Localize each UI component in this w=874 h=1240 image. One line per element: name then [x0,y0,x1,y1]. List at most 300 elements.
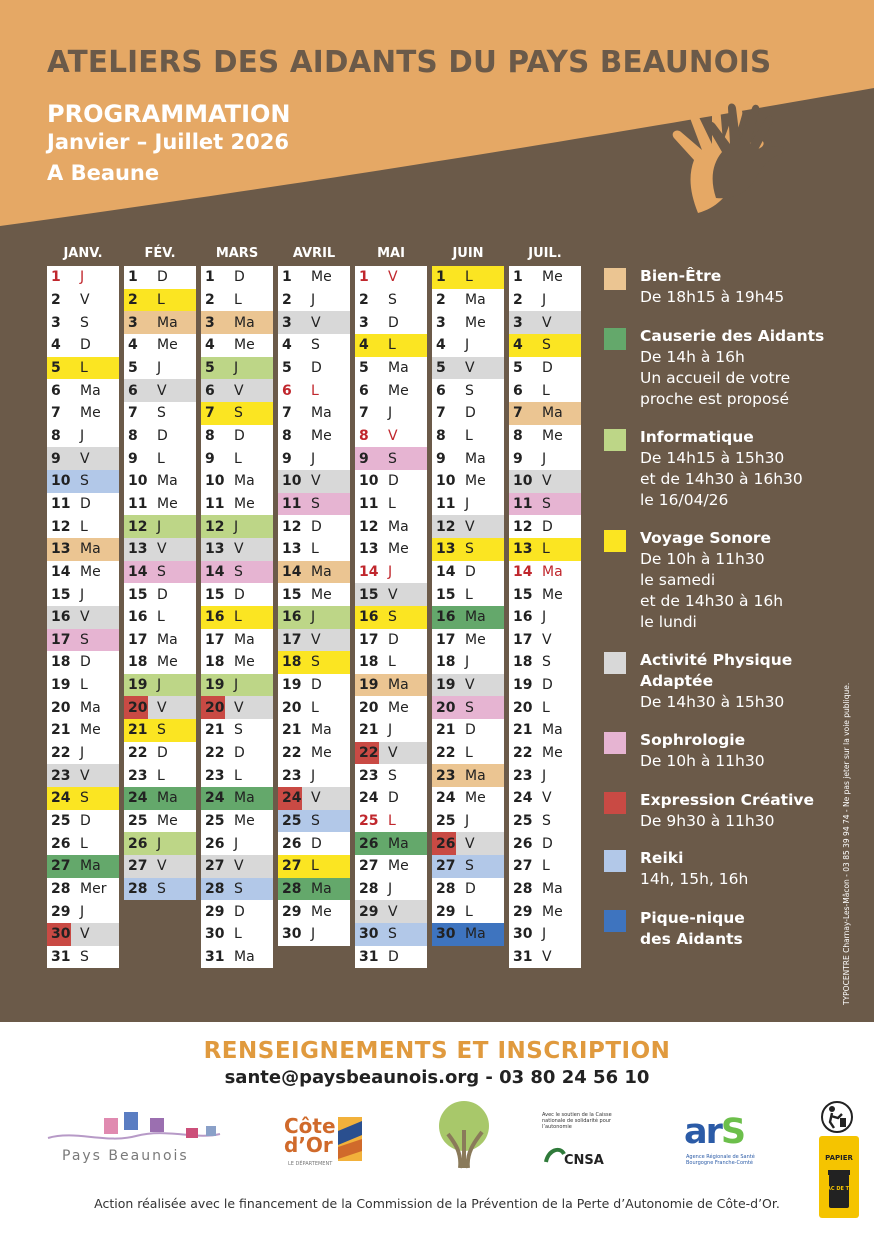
day-cell [509,855,581,878]
day-cell [278,764,350,787]
day-cell [201,810,273,833]
day-cell [355,493,427,516]
day-number: 4 [128,337,138,354]
day-cell [509,719,581,742]
day-number: 17 [436,631,456,648]
day-number: 20 [282,699,302,716]
day-cell [278,810,350,833]
day-number: 24 [359,790,379,807]
day-number: 24 [436,790,456,807]
day-cell [432,425,504,448]
legend-swatch [604,850,626,872]
day-number: 6 [205,382,215,399]
day-name: Me [311,586,332,603]
day-cell [509,696,581,719]
day-cell [201,696,273,719]
paper-label: PAPIER [825,1154,853,1162]
day-name: S [465,858,474,875]
day-number: 22 [282,745,302,762]
day-cell [432,538,504,561]
day-cell [278,447,350,470]
day-cell [509,311,581,334]
day-number: 8 [359,427,369,444]
day-name: V [234,541,244,558]
day-cell [47,493,119,516]
day-number: 12 [436,518,456,535]
day-cell [509,515,581,538]
legend-detail: De 14h15 à 15h30 [640,449,785,467]
day-number: 1 [359,269,369,286]
day-cell [509,629,581,652]
day-name: S [80,473,89,490]
day-number: 5 [282,359,292,376]
day-number: 2 [205,291,215,308]
legend-detail: 14h, 15h, 16h [640,870,749,888]
day-name: V [311,631,321,648]
email-link[interactable]: sante@paysbeaunois.org [224,1067,480,1088]
day-number: 21 [51,722,71,739]
day-number: 12 [513,518,533,535]
month-days [47,266,119,968]
day-name: Me [465,473,486,490]
day-name: J [157,677,162,694]
day-name: L [157,291,165,308]
day-number: 7 [436,405,446,422]
day-cell [278,561,350,584]
day-name: Me [388,382,409,399]
day-number: 14 [359,563,379,580]
day-number: 24 [513,790,533,807]
day-name: J [157,518,162,535]
day-number: 2 [128,291,138,308]
day-name: J [465,813,470,830]
ars-text: ar [684,1112,721,1152]
day-cell [124,696,196,719]
day-number: 13 [205,541,225,558]
day-number: 29 [282,903,302,920]
day-name: Me [234,495,255,512]
day-name: S [542,813,551,830]
program-label: PROGRAMMATION [47,100,291,128]
day-name: Me [542,269,563,286]
day-cell [124,289,196,312]
day-number: 29 [513,903,533,920]
day-cell [432,447,504,470]
day-name: L [465,745,473,762]
day-cell [355,946,427,969]
day-number: 24 [51,790,71,807]
day-name: S [80,631,89,648]
day-name: S [465,699,474,716]
day-number: 26 [205,835,225,852]
day-number: 13 [282,541,302,558]
day-cell [432,764,504,787]
day-cell [47,696,119,719]
day-name: Me [388,541,409,558]
day-cell [509,334,581,357]
day-cell [355,402,427,425]
day-name: V [388,269,398,286]
legend-detail: De 10h à 11h30 [640,752,765,770]
day-cell [201,832,273,855]
day-cell [355,923,427,946]
day-name: S [157,881,166,898]
day-number: 28 [205,881,225,898]
day-name: L [465,586,473,603]
day-name: V [465,677,475,694]
day-name: Ma [80,699,101,716]
day-name: Me [311,745,332,762]
day-number: 7 [513,405,523,422]
day-number: 31 [359,949,379,966]
month-header: MARS [215,246,259,261]
day-name: V [80,450,90,467]
month-days [278,266,350,946]
day-cell [432,696,504,719]
day-cell [509,742,581,765]
day-cell [278,855,350,878]
day-name: L [542,858,550,875]
tree-logo [436,1100,492,1170]
day-number: 2 [282,291,292,308]
day-number: 4 [51,337,61,354]
legend-detail: proche est proposé [640,390,790,408]
day-name: V [234,382,244,399]
day-number: 19 [205,677,225,694]
day-cell [47,923,119,946]
day-name: Ma [542,405,563,422]
day-number: 14 [128,563,148,580]
month-days [432,266,504,946]
day-number: 3 [359,314,369,331]
day-cell [355,561,427,584]
legend-title: Voyage Sonore [640,529,772,547]
day-number: 14 [513,563,533,580]
month-column [201,246,273,968]
day-name: D [234,586,245,603]
legend-swatch [604,792,626,814]
day-number: 11 [205,495,225,512]
day-name: V [302,787,350,810]
day-cell [278,787,350,810]
day-cell [509,878,581,901]
day-cell [47,289,119,312]
legend-detail: Un accueil de votre [640,369,791,387]
day-cell [278,878,350,901]
day-cell [509,923,581,946]
day-number: 28 [51,881,71,898]
day-cell [278,402,350,425]
day-number: 25 [128,813,148,830]
day-name: L [388,654,396,671]
day-number: 18 [436,654,456,671]
day-name: D [311,835,322,852]
day-name: J [388,722,393,739]
day-cell [355,515,427,538]
day-number: 21 [282,722,302,739]
day-name: Me [388,699,409,716]
day-number: 21 [128,722,148,739]
day-name: S [80,314,89,331]
day-number: 1 [513,269,523,286]
day-name: L [234,450,242,467]
day-cell [355,425,427,448]
day-cell [124,470,196,493]
day-name: Me [157,495,178,512]
legend-swatch [604,328,626,350]
day-cell [355,855,427,878]
day-name: L [157,609,165,626]
day-number: 8 [205,427,215,444]
printer-note: TYPOCENTRE Charnay-Les-Mâcon - 03 85 39 94 74 - Ne pas jeter sur la voie publique. [842,682,851,1005]
day-name: Ma [465,450,486,467]
day-name: J [157,835,162,852]
day-name: J [542,926,547,943]
day-cell [124,583,196,606]
day-number: 20 [436,699,456,716]
day-name: V [71,923,119,946]
day-number: 26 [282,835,302,852]
day-cell [509,810,581,833]
day-cell [355,787,427,810]
day-name: D [465,563,476,580]
day-cell [47,402,119,425]
day-number: 20 [201,696,225,719]
day-number: 10 [51,473,71,490]
day-name: D [542,518,553,535]
place-label: A Beaune [47,161,160,185]
day-number: 26 [128,835,148,852]
day-number: 4 [359,337,369,354]
month-header: MAI [377,246,405,261]
day-name: J [465,337,470,354]
day-cell [355,764,427,787]
day-number: 30 [436,926,456,943]
day-cell [124,379,196,402]
day-name: L [157,450,165,467]
day-cell [201,674,273,697]
day-name: Ma [234,473,255,490]
day-cell [201,900,273,923]
day-name: D [388,473,399,490]
legend-title: Sophrologie [640,731,746,749]
day-cell [201,402,273,425]
day-name: D [465,881,476,898]
day-cell [201,470,273,493]
day-cell [278,696,350,719]
day-name: L [311,382,319,399]
day-cell [278,289,350,312]
day-cell [432,651,504,674]
day-number: 1 [205,269,215,286]
day-number: 25 [436,813,456,830]
day-cell [509,561,581,584]
contact-line [0,1067,874,1088]
day-cell [47,515,119,538]
legend-detail: et de 14h30 à 16h30 [640,470,803,488]
day-name: D [234,903,245,920]
day-number: 11 [282,495,302,512]
day-cell [278,538,350,561]
day-name: S [311,495,320,512]
day-cell [201,787,273,810]
day-number: 20 [513,699,533,716]
day-name: L [80,359,88,376]
day-name: Ma [542,881,563,898]
day-cell [509,787,581,810]
day-name: D [80,654,91,671]
day-number: 27 [51,858,71,875]
day-name: Ma [542,563,563,580]
day-cell [47,787,119,810]
day-number: 18 [359,654,379,671]
day-name: L [311,858,319,875]
day-name: Ma [234,949,255,966]
day-cell [47,946,119,969]
day-cell [355,583,427,606]
day-cell [432,515,504,538]
day-name: J [311,450,316,467]
day-number: 6 [128,382,138,399]
legend-swatch [604,530,626,552]
legend-swatch [604,268,626,290]
day-cell [355,832,427,855]
legend-detail: le 16/04/26 [640,491,729,509]
day-name: J [465,495,470,512]
day-number: 12 [51,518,71,535]
day-cell [124,651,196,674]
day-cell [47,832,119,855]
day-cell [124,311,196,334]
day-number: 15 [205,586,225,603]
month-header: JANV. [63,246,103,261]
day-name: L [465,427,473,444]
day-cell [201,923,273,946]
day-name: V [542,314,552,331]
day-number: 30 [47,923,71,946]
day-number: 3 [282,314,292,331]
day-name: D [388,949,399,966]
day-number: 12 [205,518,225,535]
day-number: 6 [51,382,61,399]
day-cell [355,266,427,289]
day-number: 25 [359,813,379,830]
day-name: S [80,949,89,966]
legend-detail: De 14h30 à 15h30 [640,693,785,711]
day-name: D [157,269,168,286]
day-cell [355,470,427,493]
day-name: D [234,745,245,762]
day-name: D [80,495,91,512]
day-cell [509,379,581,402]
day-number: 23 [51,767,71,784]
day-name: Ma [80,382,101,399]
day-number: 16 [205,609,225,626]
day-cell [509,606,581,629]
day-number: 3 [436,314,446,331]
day-number: 25 [51,813,71,830]
day-name: J [234,677,239,694]
day-name: V [80,767,90,784]
day-cell [124,629,196,652]
day-name: L [542,699,550,716]
day-number: 4 [205,337,215,354]
day-cell [124,878,196,901]
day-name: Me [80,722,101,739]
day-number: 16 [513,609,533,626]
month-column [124,246,196,900]
day-number: 13 [359,541,379,558]
tidyman-icon [820,1100,854,1134]
day-number: 22 [205,745,225,762]
day-name: Ma [388,835,409,852]
day-name: J [234,835,239,852]
day-name: D [542,677,553,694]
day-number: 10 [205,473,225,490]
day-name: D [80,813,91,830]
day-name: D [234,427,245,444]
month-days [355,266,427,968]
day-name: Mer [80,881,107,898]
legend-detail: et de 14h30 à 16h [640,592,784,610]
day-name: Ma [311,405,332,422]
day-name: V [542,790,552,807]
day-name: Me [465,790,486,807]
day-number: 9 [436,450,446,467]
day-cell [124,561,196,584]
day-cell [201,606,273,629]
month-header: FÉV. [144,246,176,261]
day-number: 19 [282,677,302,694]
day-cell [355,742,427,765]
day-cell [432,832,504,855]
day-cell [278,425,350,448]
day-cell [432,629,504,652]
phone-number[interactable]: 03 80 24 56 10 [499,1067,650,1088]
day-cell [124,515,196,538]
day-cell [432,606,504,629]
day-name: V [465,359,475,376]
day-number: 5 [513,359,523,376]
day-cell [47,878,119,901]
day-number: 23 [436,767,456,784]
day-number: 2 [436,291,446,308]
day-name: Me [465,314,486,331]
cnsa-note: Avec le soutien de la Caisse nationale de solidarité pour l’autonomie [542,1112,612,1130]
day-name: Ma [234,790,255,807]
day-number: 15 [128,586,148,603]
day-cell [355,379,427,402]
day-number: 13 [51,541,71,558]
day-number: 27 [359,858,379,875]
day-number: 14 [282,563,302,580]
day-name: Ma [157,473,178,490]
day-number: 27 [128,858,148,875]
month-column [432,246,504,946]
legend-text [640,650,792,713]
day-number: 18 [513,654,533,671]
day-cell [47,379,119,402]
day-number: 15 [359,586,379,603]
day-number: 27 [205,858,225,875]
day-name: D [542,359,553,376]
day-name: J [157,359,162,376]
day-number: 23 [513,767,533,784]
day-number: 17 [51,631,71,648]
day-name: V [80,291,90,308]
legend-swatch [604,910,626,932]
day-name: J [311,291,316,308]
